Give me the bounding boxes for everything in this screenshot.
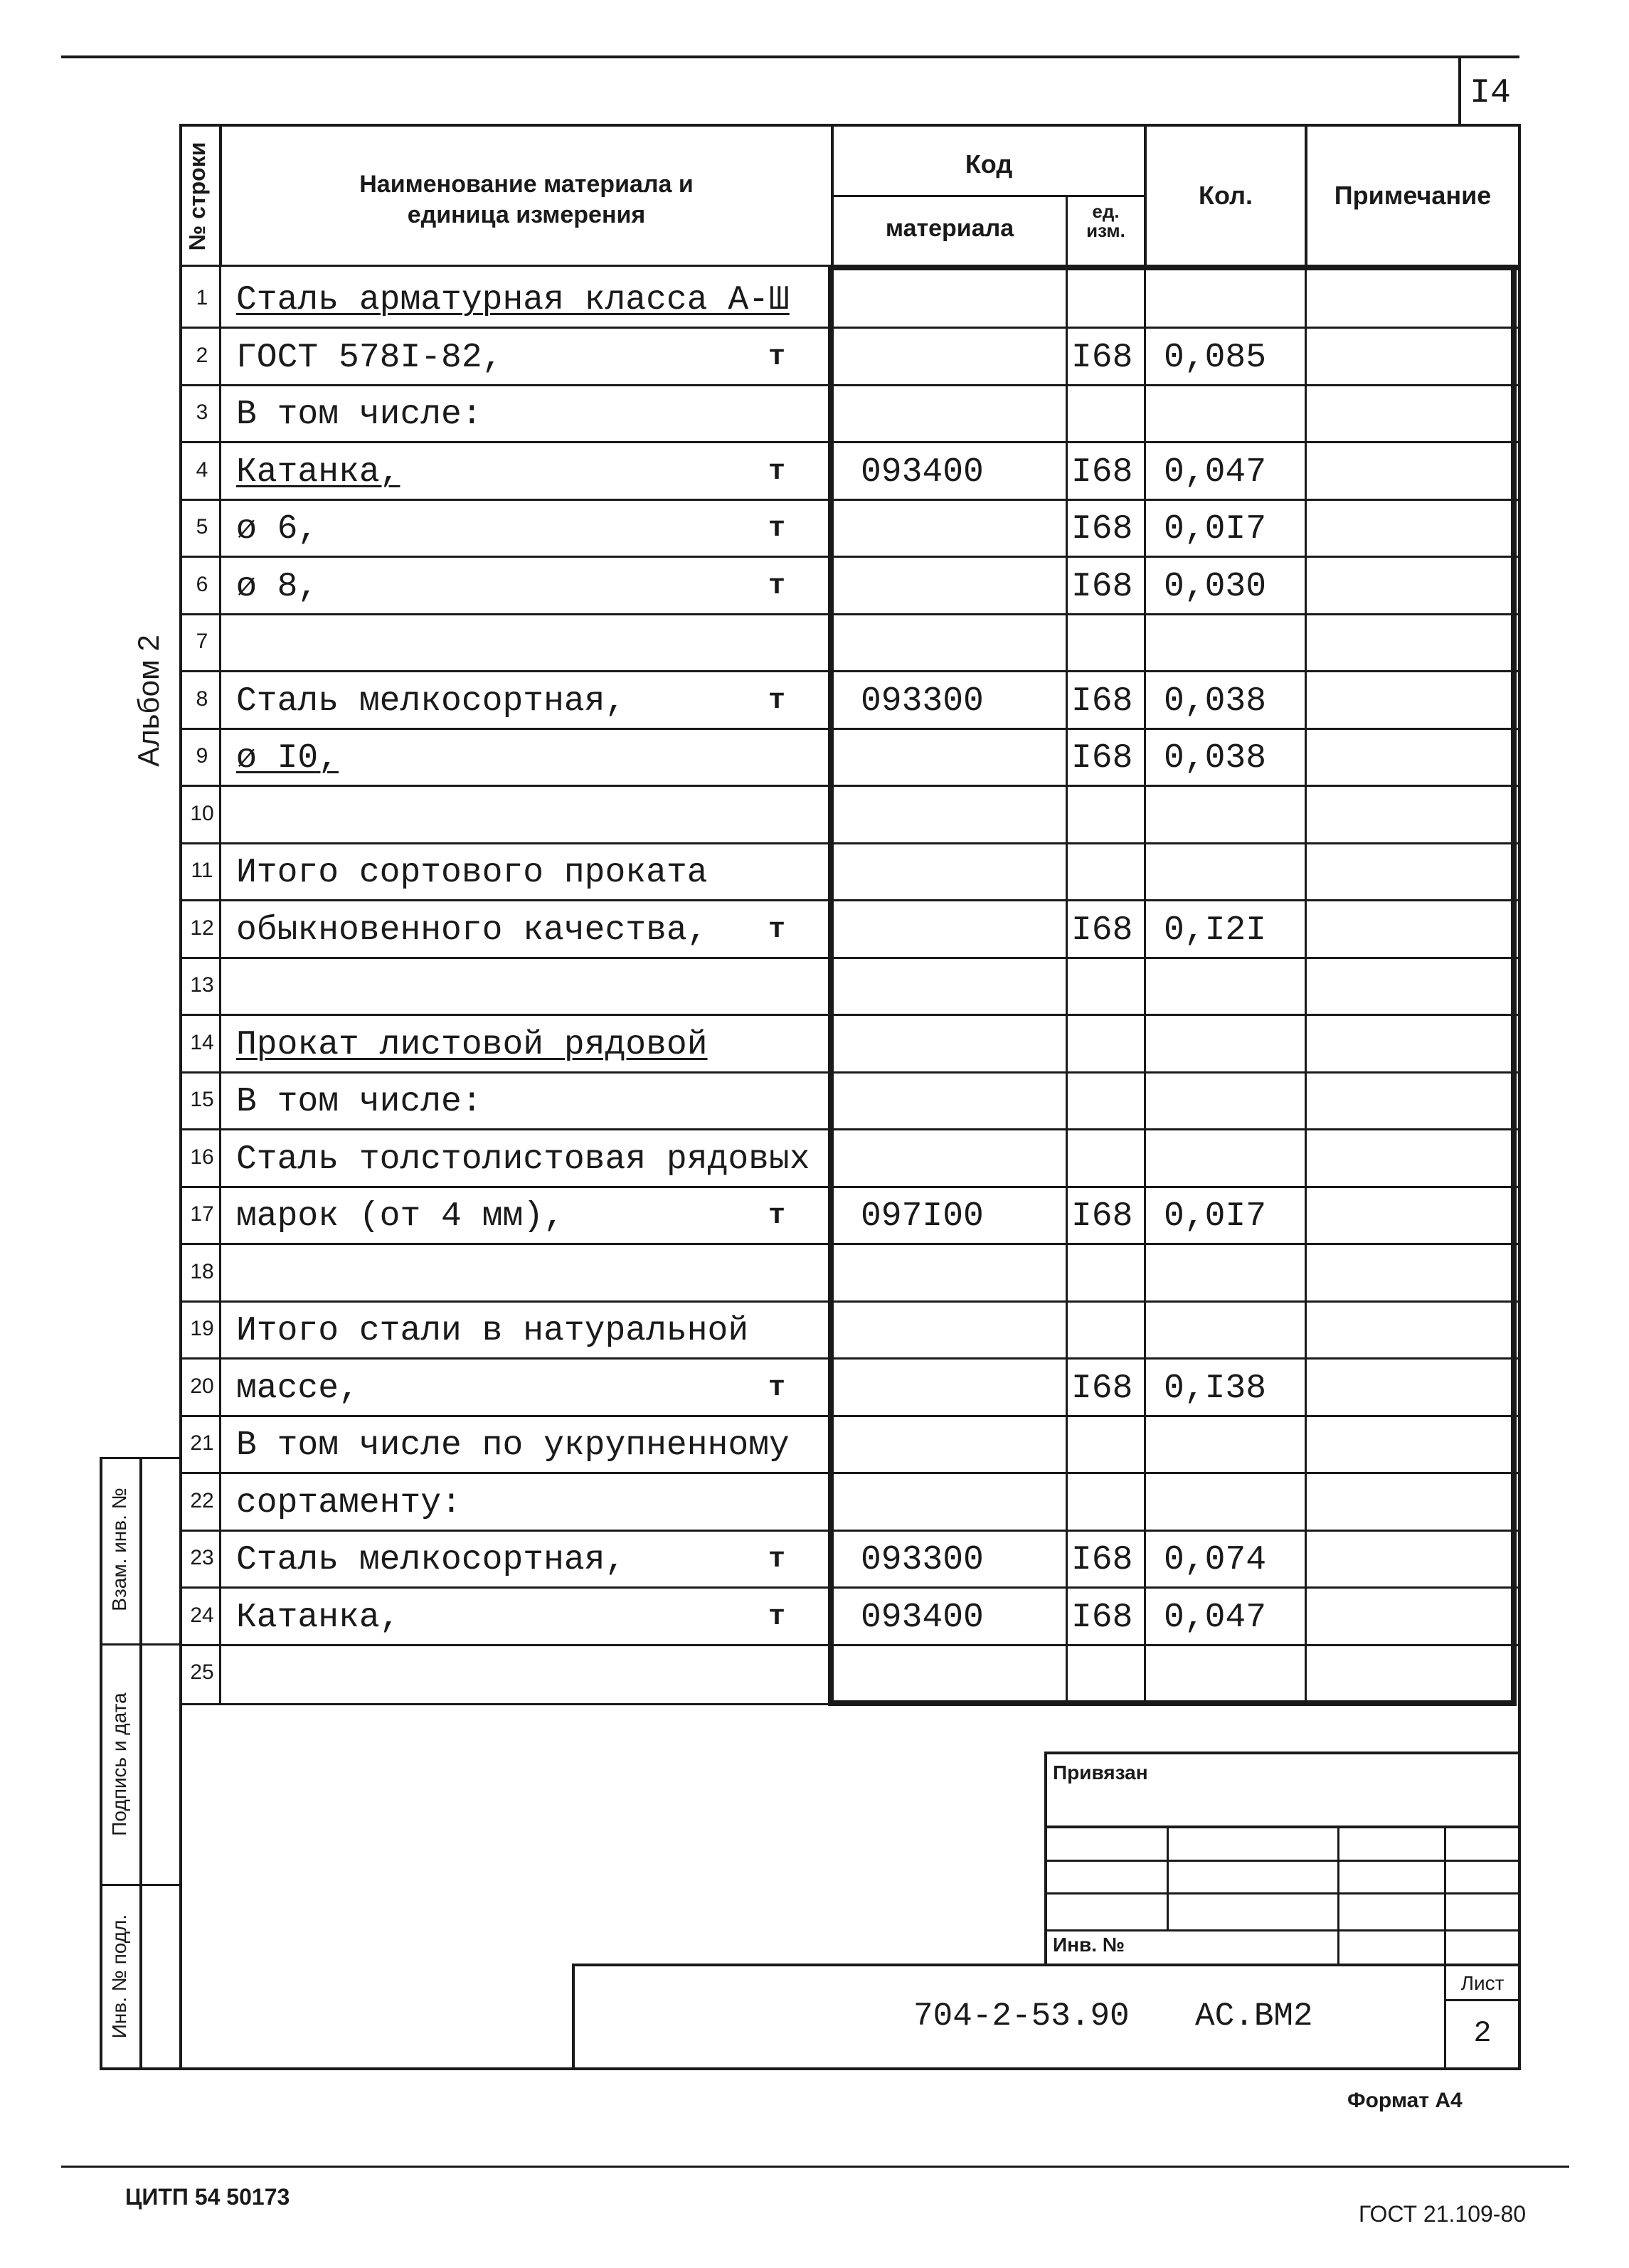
- frame-left: [179, 124, 182, 2070]
- row-unit: т: [768, 685, 786, 717]
- row-unit: т: [768, 914, 786, 946]
- row-number: 23: [190, 1546, 214, 1569]
- row-unit: т: [768, 1372, 786, 1404]
- stamp-list-label: Лист: [1460, 1972, 1505, 1994]
- row-material-code: 093400: [861, 453, 984, 492]
- header-name: Наименование материала и единица измерения: [359, 171, 694, 228]
- row-name: ГОСТ 578I-82,: [236, 339, 503, 377]
- table-body-bottom: [828, 1700, 1517, 1706]
- row-unit: т: [768, 1601, 786, 1633]
- table-header-bottom: [181, 265, 831, 267]
- footer-left: ЦИТП 54 50173: [125, 2184, 290, 2210]
- row-name: Итого сортового проката: [236, 854, 708, 892]
- side-label-vzam: Взам. инв. №: [108, 1488, 130, 1611]
- row-unit-code: I68: [1071, 682, 1133, 721]
- row-qty: 0,047: [1164, 453, 1267, 492]
- row-qty: 0,0I7: [1164, 1197, 1267, 1236]
- row-qty: 0,I38: [1164, 1369, 1267, 1408]
- table-body-top: [829, 265, 1521, 270]
- row-unit: т: [768, 1200, 786, 1232]
- header-code: Код: [965, 149, 1013, 179]
- frame-bottom: [100, 2067, 1521, 2070]
- row-number: 20: [190, 1374, 214, 1398]
- side-label-inv: Инв. № подл.: [108, 1914, 130, 2039]
- header-qty: Кол.: [1199, 181, 1253, 210]
- row-unit-code: I68: [1071, 1541, 1133, 1579]
- format-label: Формат А4: [1347, 2089, 1463, 2112]
- row-number: 21: [190, 1431, 214, 1455]
- row-unit-code: I68: [1071, 568, 1133, 606]
- row-number: 1: [196, 286, 208, 309]
- header-code-material: материала: [885, 215, 1014, 242]
- stamp-privyazan: Привязан: [1053, 1761, 1148, 1784]
- row-number: 14: [190, 1031, 214, 1054]
- row-number: 2: [196, 344, 208, 367]
- row-unit-code: I68: [1071, 1599, 1133, 1637]
- row-name: В том числе:: [236, 396, 482, 434]
- row-name: марок (от 4 мм),: [236, 1197, 564, 1236]
- page-number-box-left: [1458, 55, 1461, 127]
- row-name: обыкновенного качества,: [236, 911, 708, 950]
- row-number: 25: [190, 1660, 214, 1684]
- header-note: Примечание: [1334, 181, 1492, 210]
- header-code-unit: ед. изм.: [1086, 201, 1125, 242]
- table-code-left-thick: [828, 265, 834, 1705]
- row-name: В том числе:: [236, 1083, 482, 1121]
- footer-right: ГОСТ 21.109-80: [1359, 2201, 1527, 2227]
- row-name: Катанка,: [236, 453, 400, 492]
- row-number: 18: [190, 1260, 214, 1283]
- row-number: 12: [190, 916, 214, 940]
- row-number: 17: [190, 1202, 214, 1226]
- row-number: 8: [196, 687, 208, 711]
- row-number: 9: [196, 744, 208, 768]
- row-number: 10: [190, 802, 214, 825]
- row-unit-code: I68: [1071, 1369, 1133, 1408]
- album-label: Альбом 2: [132, 635, 165, 767]
- row-qty: 0,085: [1164, 339, 1267, 377]
- page-number: I4: [1470, 74, 1511, 112]
- row-name: Катанка,: [236, 1599, 400, 1637]
- row-name: ø 8,: [236, 568, 319, 606]
- table-bottom: [181, 1703, 831, 1705]
- row-unit: т: [768, 341, 786, 373]
- frame-right: [1518, 124, 1521, 2070]
- row-number: 5: [196, 515, 208, 539]
- row-unit-code: I68: [1071, 739, 1133, 778]
- row-number: 15: [190, 1088, 214, 1111]
- row-number: 3: [196, 401, 208, 424]
- row-name: Сталь толстолистовая рядовых: [236, 1140, 810, 1179]
- row-name: Сталь мелкосортная,: [236, 1541, 626, 1579]
- row-qty: 0,0I7: [1164, 510, 1267, 549]
- stamp-inv-no: Инв. №: [1053, 1934, 1125, 1956]
- row-number: 16: [190, 1145, 214, 1169]
- row-name: сортаменту:: [236, 1484, 462, 1522]
- top-border-line: [61, 55, 1519, 58]
- row-number: 22: [190, 1489, 214, 1512]
- row-unit: т: [768, 456, 786, 488]
- frame-top: [181, 124, 1521, 127]
- row-name: Сталь арматурная класса А-Ш: [236, 281, 790, 319]
- row-qty: 0,038: [1164, 682, 1267, 721]
- row-qty: 0,030: [1164, 568, 1267, 606]
- row-name: ø I0,: [236, 739, 339, 778]
- row-unit-code: I68: [1071, 1197, 1133, 1236]
- row-unit: т: [768, 1544, 786, 1576]
- side-label-podpis: Подпись и дата: [108, 1692, 130, 1836]
- row-name: массе,: [236, 1369, 359, 1408]
- row-number: 13: [190, 973, 214, 997]
- row-qty: 0,038: [1164, 739, 1267, 778]
- row-qty: 0,I2I: [1164, 911, 1267, 950]
- row-unit-code: I68: [1071, 510, 1133, 549]
- header-row-number: № строки: [184, 142, 210, 251]
- row-unit-code: I68: [1071, 453, 1133, 492]
- row-name: Сталь мелкосортная,: [236, 682, 626, 721]
- row-unit: т: [768, 571, 786, 603]
- row-number: 24: [190, 1604, 214, 1627]
- row-number: 11: [191, 859, 213, 882]
- row-material-code: 093400: [861, 1599, 984, 1637]
- row-number: 7: [196, 630, 208, 653]
- stamp-doc-code: 704-2-53.90: [913, 1998, 1130, 2035]
- row-unit: т: [768, 513, 786, 545]
- row-unit-code: I68: [1071, 339, 1133, 377]
- row-material-code: 093300: [861, 1541, 984, 1579]
- row-material-code: 097I00: [861, 1197, 984, 1236]
- row-name: Прокат листовой рядовой: [236, 1026, 708, 1064]
- row-number: 4: [196, 458, 208, 482]
- table-right-thick: [1511, 265, 1517, 1705]
- row-name: В том числе по укрупненному: [236, 1426, 790, 1465]
- row-number: 6: [196, 573, 208, 596]
- row-number: 19: [190, 1317, 214, 1340]
- footer-line: [61, 2166, 1569, 2168]
- stamp-list-value: 2: [1473, 2016, 1492, 2050]
- row-name: Итого стали в натуральной: [236, 1312, 749, 1350]
- row-material-code: 093300: [861, 682, 984, 721]
- row-name: ø 6,: [236, 510, 319, 549]
- stamp-doc-mark: АС.ВМ2: [1195, 1998, 1313, 2035]
- row-qty: 0,074: [1164, 1541, 1267, 1579]
- row-unit-code: I68: [1071, 911, 1133, 950]
- row-qty: 0,047: [1164, 1599, 1267, 1637]
